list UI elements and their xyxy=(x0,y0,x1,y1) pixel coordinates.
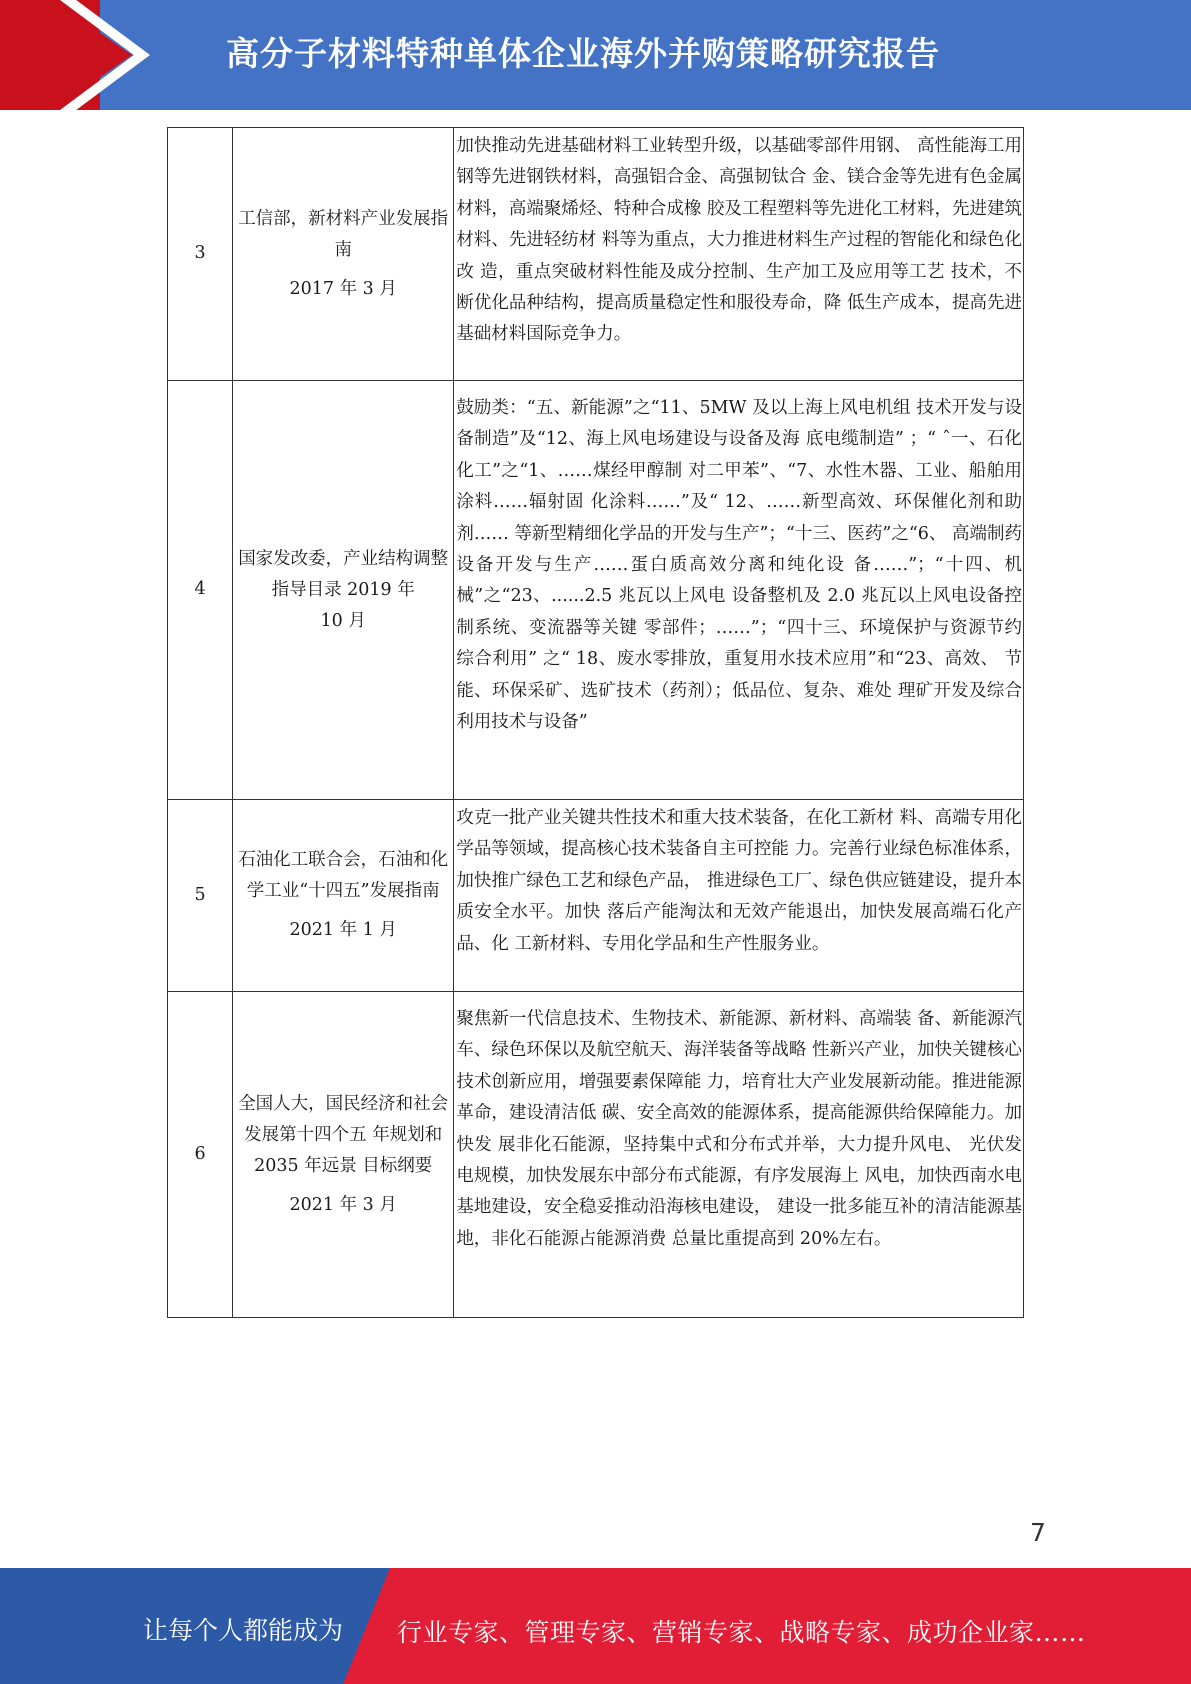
policy-table xyxy=(167,127,1024,1318)
policy-source xyxy=(233,992,454,1318)
row-number: 3 xyxy=(168,128,233,381)
policy-content: 鼓励类：“五、新能源”之“11、5MW 及以上海上风电机组 技术开发与设备制造”及“12、海上风电场建设与设备及海 底电缆制造” ；“ ˆ一、石化化工”之“1、……煤经甲醇制 对二甲苯”、“7、水性木器、工业、船舶用涂料……辐射固 化涂料……”及“ 12、……新型高效、环保催化剂和助剂…… 等新型精细化学品的开发与生产”；“十三、医药”之“6、 高端制药设备开发与生产……蛋白质高效分离和纯化设 备……”；“十四、机械”之“23、......2.5 兆瓦以上风电 设备整机及 2.0 兆瓦以上风电设备控制系统、变流器等关键 零部件；……”；“四十三、环境保护与资源节约综合利用” 之“ 18、废水零排放，重复用水技术应用”和“23、高效、 节能、环保采矿、选矿技术（药剂）；低品位、复杂、难处 理矿开发及综合利用技术与设备” xyxy=(454,381,1024,800)
table-row xyxy=(168,128,1024,381)
row-number: 4 xyxy=(168,381,233,800)
policy-source-date: 2017 年 3 月 xyxy=(289,278,397,299)
policy-content: 聚焦新一代信息技术、生物技术、新能源、新材料、高端装 备、新能源汽车、绿色环保以及航空航天、海洋装备等战略 性新兴产业，加快关键核心技术创新应用，增强要素保障能 力，培育壮大产业发展新动能。推进能源革命，建设清洁低 碳、安全高效的能源体系，提高能源供给保障能力。加快发 展非化石能源，坚持集中式和分布式并举，大力提升风电、 光伏发电规模，加快发展东中部分布式能源，有序发展海上 风电，加快西南水电基地建设，安全稳妥推动沿海核电建设， 建设一批多能互补的清洁能源基地，非化石能源占能源消费 总量比重提高到 20%左右。 xyxy=(454,992,1024,1318)
header-banner xyxy=(0,0,1191,110)
table-row xyxy=(168,800,1024,992)
footer-slogan-right: 行业专家、管理专家、营销专家、战略专家、成功企业家…… xyxy=(397,1618,1086,1647)
policy-source-name: 工信部，新材料产业发展指南 xyxy=(238,208,449,260)
policy-source-name: 国家发改委，产业结构调整指导目录 2019 年 xyxy=(238,548,449,600)
row-number: 6 xyxy=(168,992,233,1318)
policy-source-date: 2021 年 3 月 xyxy=(289,1194,397,1215)
policy-source-name: 全国人大，国民经济和社会发展第十四个五 年规划和 2035 年远景 目标纲要 xyxy=(238,1093,449,1176)
footer-banner xyxy=(0,1568,1191,1684)
policy-source-date: 2021 年 1 月 xyxy=(289,920,397,940)
policy-content: 加快推动先进基础材料工业转型升级，以基础零部件用钢、 高性能海工用钢等先进钢铁材料，高强铝合金、高强韧钛合 金、镁合金等先进有色金属材料，高端聚烯烃、特种合成橡 胶及工程塑料等先进化工材料，先进建筑材料、先进轻纺材 料等为重点，大力推进材料生产过程的智能化和绿色化改 造，重点突破材料性能及成分控制、生产加工及应用等工艺 技术，不断优化品种结构，提高质量稳定性和服役寿命，降 低生产成本，提高先进基础材料国际竞争力。 xyxy=(454,128,1024,381)
policy-source xyxy=(233,381,454,800)
table-row xyxy=(168,992,1024,1318)
policy-source xyxy=(233,800,454,992)
page-number: 7 xyxy=(1030,1518,1046,1547)
row-number: 5 xyxy=(168,800,233,992)
policy-source xyxy=(233,128,454,381)
policy-content: 攻克一批产业关键共性技术和重大技术装备，在化工新材 料、高端专用化学品等领域，提高核心技术装备自主可控能 力。完善行业绿色标准体系，加快推广绿色工艺和绿色产品， 推进绿色工厂、绿色供应链建设，提升本质安全水平。加快 落后产能淘汰和无效产能退出，加快发展高端石化产品、化 工新材料、专用化学品和生产性服务业。 xyxy=(454,800,1024,992)
policy-source-date: 10 月 xyxy=(320,610,366,631)
table-row xyxy=(168,381,1024,800)
report-title: 高分子材料特种单体企业海外并购策略研究报告 xyxy=(226,34,940,73)
footer-slogan-left: 让每个人都能成为 xyxy=(143,1616,344,1645)
policy-source-name: 石油化工联合会，石油和化学工业“十四五”发展指南 xyxy=(238,850,449,901)
